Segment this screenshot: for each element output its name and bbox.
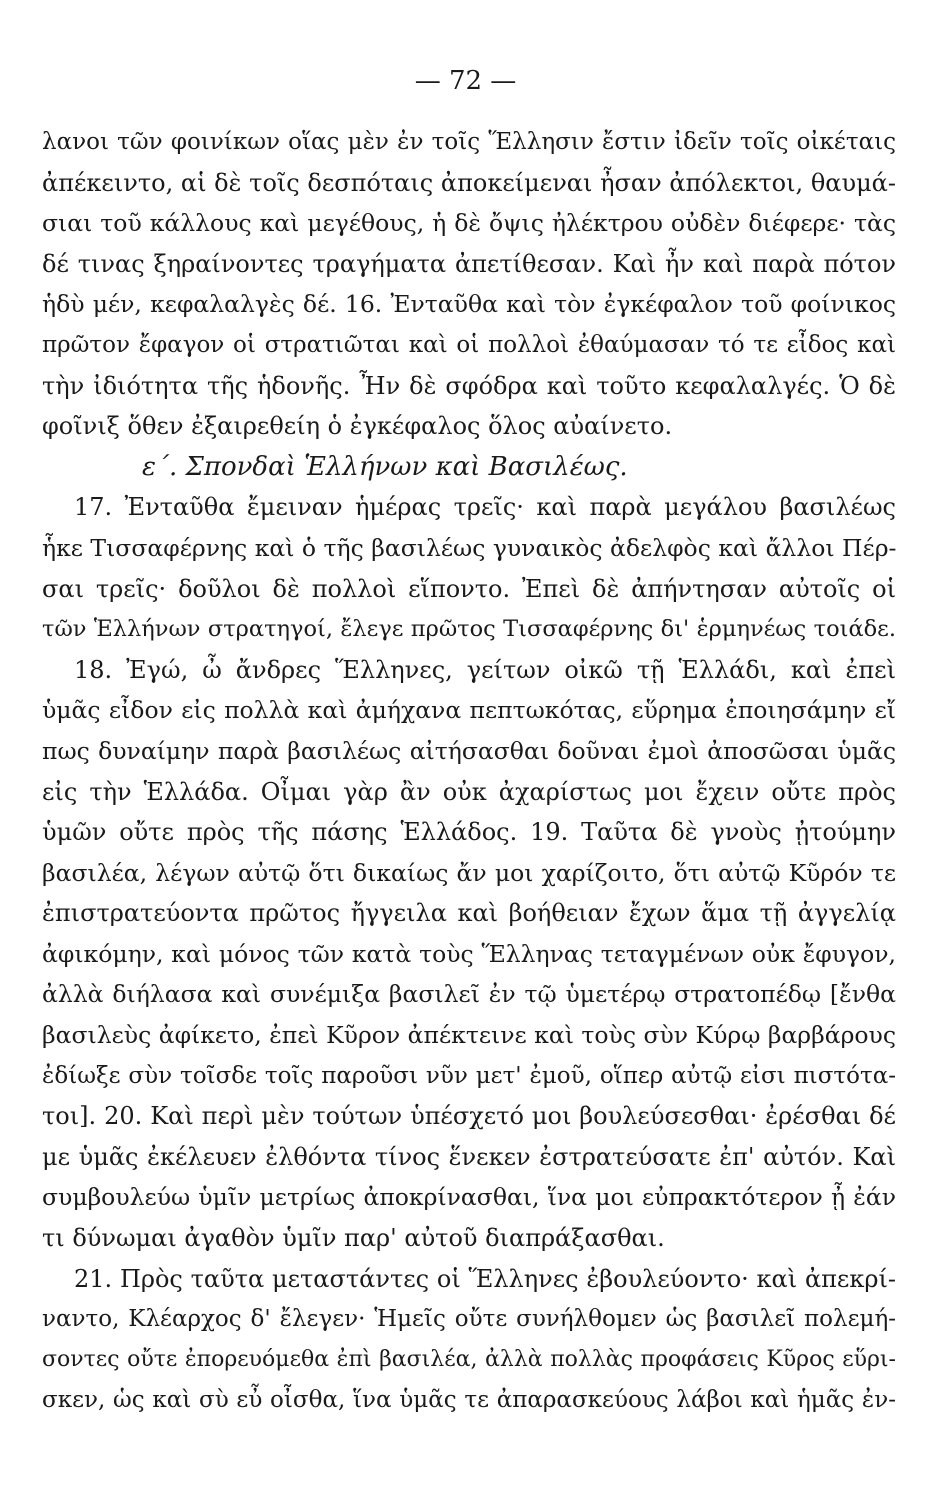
section-heading: ε΄. Σπονδαὶ Ἑλλήνων καὶ Βασιλέως. (142, 451, 628, 482)
text-line: εἰς τὴν Ἑλλάδα. Οἶμαι γὰρ ἂν οὐκ ἀχαρίστως μοι ἔχειν οὔτε πρὸς (42, 777, 896, 806)
text-line: πρῶτον ἔφαγον οἱ στρατιῶται καὶ οἱ πολλοὶ ἐθαύμασαν τό τε εἶδος καὶ (42, 331, 896, 358)
text-line: φοῖνιξ ὅθεν ἐξαιρεθείη ὁ ἐγκέφαλος ὅλος αὐαίνετο. (42, 412, 673, 441)
text-line: σκεν, ὡς καὶ σὺ εὖ οἶσθα, ἵνα ὑμᾶς τε ἀπαρασκεύους λάβοι καὶ ἡμᾶς ἐν- (42, 1387, 896, 1414)
text-line: 17. Ἐνταῦθα ἔμειναν ἡμέρας τρεῖς· καὶ παρὰ μεγάλου βασιλέως (74, 493, 896, 522)
text-line: ἀπέκειντο, αἱ δὲ τοῖς δεσπόταις ἀποκείμεναι ἦσαν ἀπόλεκτοι, θαυμά- (42, 168, 896, 197)
text-line: λανοι τῶν φοινίκων οἵας μὲν ἐν τοῖς Ἕλλησιν ἔστιν ἰδεῖν τοῖς οἰκέταις (42, 129, 896, 155)
text-line: βασιλεὺς ἀφίκετο, ἐπεὶ Κῦρον ἀπέκτεινε καὶ τοὺς σὺν Κύρῳ βαρβάρους (42, 1021, 896, 1050)
text-line: ὑμᾶς εἶδον εἰς πολλὰ καὶ ἀμήχανα πεπτωκότας, εὕρημα ἐποιησάμην εἴ (42, 696, 896, 725)
text-line: τοι]. 20. Καὶ περὶ μὲν τούτων ὑπέσχετό μοι βουλεύσεσθαι· ἐρέσθαι δέ (42, 1102, 896, 1131)
text-line: ὑμῶν οὔτε πρὸς τῆς πάσης Ἑλλάδος. 19. Ταῦτα δὲ γνοὺς ᾐτούμην (42, 818, 896, 847)
text-line: συμβουλεύω ὑμῖν μετρίως ἀποκρίνασθαι, ἵνα μοι εὐπρακτότερον ᾖ ἐάν (42, 1183, 896, 1212)
text-line: ἡδὺ μέν, κεφαλαλγὲς δέ. 16. Ἐνταῦθα καὶ τὸν ἐγκέφαλον τοῦ φοίνικος (42, 290, 896, 319)
page-number: — 72 — (414, 66, 517, 96)
body-text (42, 122, 896, 1421)
text-line: ἀφικόμην, καὶ μόνος τῶν κατὰ τοὺς Ἕλληνας τεταγμένων οὐκ ἔφυγον, (42, 939, 896, 968)
text-line: ἧκε Τισσαφέρνης καὶ ὁ τῆς βασιλέως γυναικὸς ἀδελφὸς καὶ ἄλλοι Πέρ- (42, 533, 897, 562)
text-line: σιαι τοῦ κάλλους καὶ μεγέθους, ἡ δὲ ὄψις ἠλέκτρου οὐδὲν διέφερε· τὰς (42, 209, 896, 238)
text-line: ναντο, Κλέαρχος δ' ἔλεγεν· Ἡμεῖς οὔτε συνήλθομεν ὡς βασιλεῖ πολεμή- (42, 1306, 896, 1333)
text-line: ἐπιστρατεύοντα πρῶτος ἤγγειλα καὶ βοήθειαν ἔχων ἅμα τῇ ἀγγελίᾳ (42, 899, 896, 928)
text-line: βασιλέα, λέγων αὐτῷ ὅτι δικαίως ἄν μοι χαρίζοιτο, ὅτι αὐτῷ Κῦρόν τε (42, 858, 896, 887)
text-line: ἀλλὰ διήλασα καὶ συνέμιξα βασιλεῖ ἐν τῷ ὑμετέρῳ στρατοπέδῳ [ἔνθα (42, 980, 896, 1009)
text-line: πως δυναίμην παρὰ βασιλέως αἰτήσασθαι δοῦναι ἐμοὶ ἀποσῶσαι ὑμᾶς (42, 736, 896, 765)
text-line: τὴν ἰδιότητα τῆς ἡδονῆς. Ἦν δὲ σφόδρα καὶ τοῦτο κεφαλαλγές. Ὁ δὲ (42, 371, 896, 400)
text-line: τῶν Ἑλλήνων στρατηγοί, ἔλεγε πρῶτος Τισσαφέρνης δι' ἑρμηνέως τοιάδε. (42, 616, 896, 643)
text-line: 21. Πρὸς ταῦτα μεταστάντες οἱ Ἕλληνες ἐβουλεύοντο· καὶ ἀπεκρί- (74, 1264, 896, 1293)
text-line: σαι τρεῖς· δοῦλοι δὲ πολλοὶ εἵποντο. Ἐπεὶ δὲ ἀπήντησαν αὐτοῖς οἱ (42, 574, 896, 603)
text-line: με ὑμᾶς ἐκέλευεν ἐλθόντα τίνος ἕνεκεν ἐστρατεύσατε ἐπ' αὐτόν. Καὶ (42, 1142, 896, 1171)
text-line: τι δύνωμαι ἀγαθὸν ὑμῖν παρ' αὐτοῦ διαπράξασθαι. (42, 1224, 665, 1253)
text-line: σοντες οὔτε ἐπορευόμεθα ἐπὶ βασιλέα, ἀλλὰ πολλὰς προφάσεις Κῦρος εὕρι- (42, 1346, 896, 1372)
text-line: 18. Ἐγώ, ὦ ἄνδρες Ἕλληνες, γείτων οἰκῶ τῇ Ἑλλάδι, καὶ ἐπεὶ (74, 655, 896, 684)
text-line: ἐδίωξε σὺν τοῖσδε τοῖς παροῦσι νῦν μετ' ἐμοῦ, οἵπερ αὐτῷ εἰσι πιστότα- (42, 1062, 896, 1089)
text-line: δέ τινας ξηραίνοντες τραγήματα ἀπετίθεσαν. Καὶ ἦν καὶ παρὰ πότον (42, 249, 896, 278)
